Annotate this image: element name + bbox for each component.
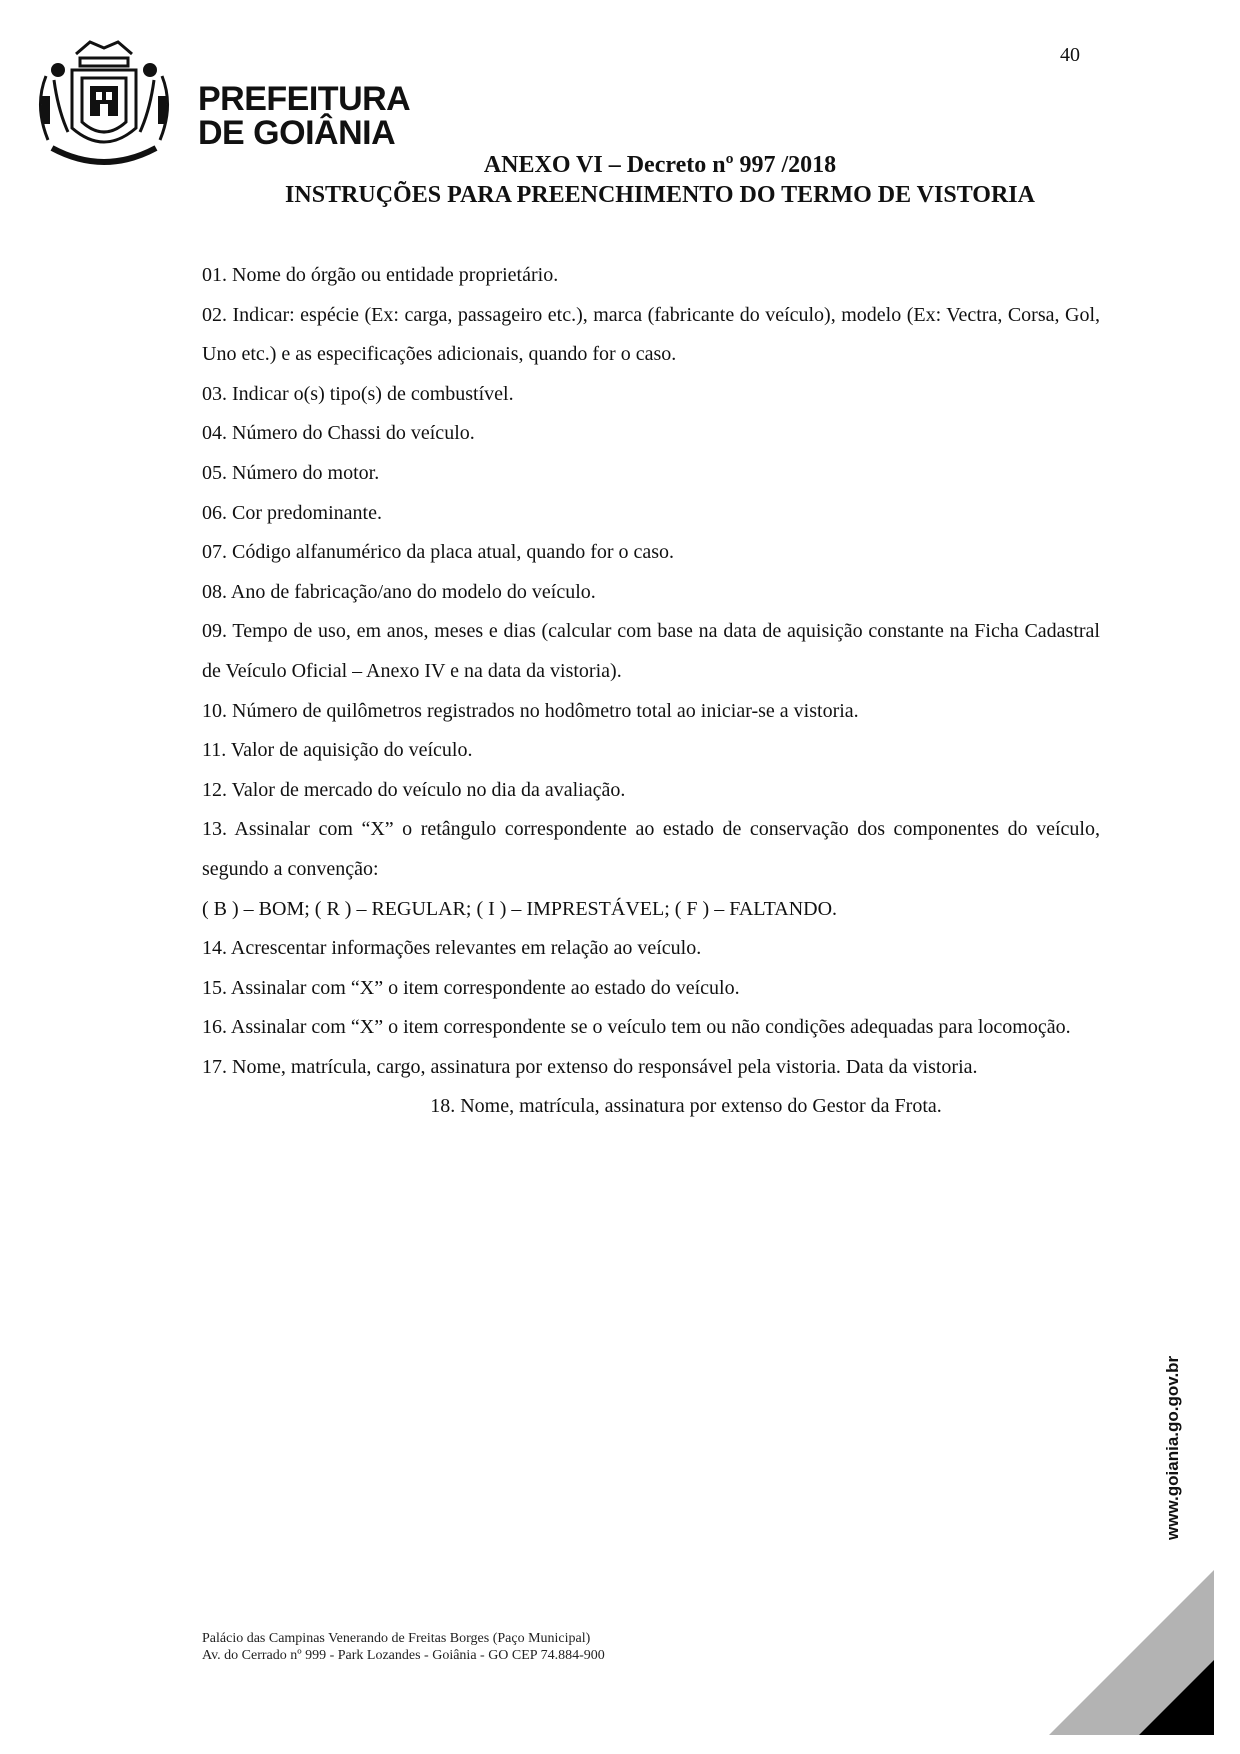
instruction-item: 18. Nome, matrícula, assinatura por extenso do Gestor da Frota. xyxy=(430,1095,942,1118)
instruction-item: 04. Número do Chassi do veículo. xyxy=(202,422,475,445)
instruction-item: 09. Tempo de uso, em anos, meses e dias (calcular com base na data de aquisição constante na Ficha Cadastral de Veículo Oficial – Anexo IV e na data da vistoria). xyxy=(202,620,1100,682)
convention-legend: ( B ) – BOM; ( R ) – REGULAR; ( I ) – IMPRESTÁVEL; ( F ) – FALTANDO. xyxy=(202,897,838,920)
instruction-item: 05. Número do motor. xyxy=(202,461,380,484)
instruction-item: 13. Assinalar com “X” o retângulo correspondente ao estado de conservação dos componentes do veículo, segundo a convenção: xyxy=(202,818,1100,880)
heading-subtitle: INSTRUÇÕES PARA PREENCHIMENTO DO TERMO DE VISTORIA xyxy=(285,182,1035,208)
footer-line-2: Av. do Cerrado nº 999 - Park Lozandes - Goiânia - GO CEP 74.884-900 xyxy=(202,1648,605,1663)
corner-triangle-decoration xyxy=(1049,1570,1214,1735)
instruction-item: 06. Cor predominante. xyxy=(202,501,382,524)
footer-address xyxy=(202,1630,802,1664)
brand-line-2: DE GOIÂNIA xyxy=(198,114,396,152)
footer-line-1: Palácio das Campinas Venerando de Freitas Borges (Paço Municipal) xyxy=(202,1631,591,1646)
coat-of-arms-logo xyxy=(24,36,184,174)
instruction-item: 11. Valor de aquisição do veículo. xyxy=(202,739,473,762)
instruction-item: 01. Nome do órgão ou entidade proprietário. xyxy=(202,264,559,286)
instruction-item: 12. Valor de mercado do veículo no dia da avaliação. xyxy=(202,778,626,801)
instruction-item: 17. Nome, matrícula, cargo, assinatura por extenso do responsável pela vistoria. Data da vistoria. xyxy=(202,1055,978,1078)
document-heading xyxy=(190,150,1130,210)
instruction-item: 03. Indicar o(s) tipo(s) de combustível. xyxy=(202,382,514,405)
instruction-item: 02. Indicar: espécie (Ex: carga, passageiro etc.), marca (fabricante do veículo), modelo (Ex: Vectra, Corsa, Gol, Uno etc.) e as especificações adicionais, quando for o caso. xyxy=(202,303,1100,366)
instructions-list xyxy=(202,256,1100,1127)
instruction-item: 07. Código alfanumérico da placa atual, quando for o caso. xyxy=(202,541,675,564)
heading-title: ANEXO VI – Decreto nº 997 /2018 xyxy=(483,152,837,178)
instruction-item: 14. Acrescentar informações relevantes em relação ao veículo. xyxy=(202,937,702,960)
page-number: 40 xyxy=(1060,44,1080,66)
brand-line-1: PREFEITURA xyxy=(198,80,411,118)
website-url: www.goiania.go.gov.br xyxy=(1163,1355,1182,1540)
instruction-item: 16. Assinalar com “X” o item correspondente se o veículo tem ou não condições adequadas para locomoção. xyxy=(202,1016,1071,1039)
instruction-item: 15. Assinalar com “X” o item correspondente ao estado do veículo. xyxy=(202,976,740,999)
brand-wordmark xyxy=(198,82,410,150)
instruction-item: 10. Número de quilômetros registrados no hodômetro total ao iniciar-se a vistoria. xyxy=(202,699,859,722)
instruction-item: 08. Ano de fabricação/ano do modelo do veículo. xyxy=(202,580,596,603)
